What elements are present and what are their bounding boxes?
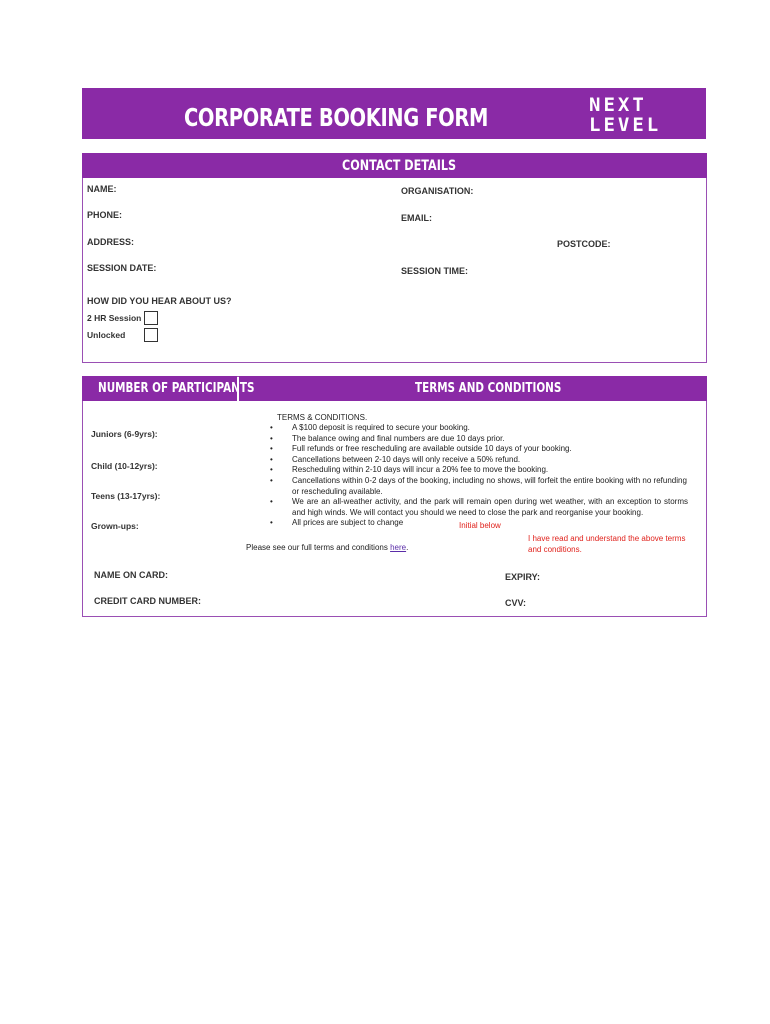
- how-heard-label: HOW DID YOU HEAR ABOUT US?: [87, 296, 232, 306]
- terms-item: [270, 454, 688, 466]
- logo-line-1: NEXT: [589, 94, 647, 116]
- organisation-label: ORGANISATION:: [401, 186, 474, 196]
- teens-label: Teens (13-17yrs):: [91, 491, 161, 501]
- bullet-icon: •: [270, 444, 273, 454]
- child-label: Child (10-12yrs):: [91, 461, 158, 471]
- terms-item-text: Cancellations within 0-2 days of the booking, including no shows, will forfeit the entire booking with no refunding or rescheduling available.: [292, 475, 687, 496]
- card-number-label: CREDIT CARD NUMBER:: [94, 596, 201, 606]
- terms-item: [270, 475, 688, 497]
- terms-item: [270, 497, 688, 518]
- expiry-label: EXPIRY:: [505, 572, 541, 582]
- bullet-icon: •: [270, 518, 273, 528]
- terms-item-text: Full refunds or free rescheduling are available outside 10 days of your booking.: [292, 444, 572, 454]
- bullet-icon: •: [270, 465, 273, 475]
- terms-heading: TERMS & CONDITIONS.: [277, 413, 368, 422]
- full-terms-note: [246, 543, 408, 554]
- option-unlocked-label: Unlocked: [87, 330, 126, 340]
- option-2hr-session-label: 2 HR Session: [87, 313, 142, 323]
- terms-item: [270, 423, 688, 434]
- terms-list: [270, 423, 688, 529]
- terms-item-text: Cancellations between 2-10 days will only receive a 50% refund.: [292, 454, 521, 464]
- postcode-label: POSTCODE:: [557, 239, 611, 249]
- initial-below-label: Initial below: [459, 521, 501, 530]
- terms-item: [270, 444, 688, 455]
- terms-item: [270, 433, 688, 445]
- page-title: CORPORATE BOOKING FORM: [184, 103, 489, 132]
- logo-line-2: LEVEL: [589, 114, 662, 136]
- terms-item-text: A $100 deposit is required to secure your booking.: [292, 423, 470, 432]
- option-unlocked-checkbox[interactable]: [144, 328, 158, 342]
- full-terms-prefix: Please see our full terms and conditions: [246, 543, 391, 552]
- terms-item-text: We are an all-weather activity, and the park will remain open during wet weather, with an exception to storms and high winds. We will contact you should we need to close the park and reorganise your booking.: [292, 497, 688, 517]
- participants-title: NUMBER OF PARTICIPANTS: [98, 381, 255, 396]
- name-label: NAME:: [87, 184, 117, 194]
- session-time-label: SESSION TIME:: [401, 266, 469, 276]
- address-label: ADDRESS:: [87, 237, 135, 247]
- phone-label: PHONE:: [87, 210, 123, 220]
- email-label: EMAIL:: [401, 213, 432, 223]
- contact-details-title: CONTACT DETAILS: [342, 158, 457, 174]
- bullet-icon: •: [270, 475, 273, 485]
- next-level-logo: [589, 95, 661, 135]
- terms-item-text: Rescheduling within 2-10 days will incur a 20% fee to move the booking.: [292, 465, 549, 475]
- option-2hr-session-checkbox[interactable]: [144, 311, 158, 325]
- session-date-label: SESSION DATE:: [87, 263, 157, 273]
- terms-item-text: The balance owing and final numbers are due 10 days prior.: [292, 433, 505, 443]
- full-terms-suffix: .: [406, 543, 409, 552]
- juniors-label: Juniors (6-9yrs):: [91, 429, 158, 439]
- grownups-label: Grown-ups:: [91, 521, 139, 531]
- acknowledge-text: I have read and understand the above terms and conditions.: [528, 534, 686, 554]
- cvv-label: CVV:: [505, 598, 527, 608]
- name-on-card-label: NAME ON CARD:: [94, 570, 168, 580]
- bullet-icon: •: [270, 454, 273, 464]
- full-terms-link[interactable]: here: [390, 543, 407, 552]
- bullet-icon: •: [270, 433, 273, 443]
- bullet-icon: •: [270, 497, 273, 507]
- terms-item: [270, 465, 688, 476]
- terms-item-text: All prices are subject to change: [292, 518, 404, 528]
- contact-details-box: [82, 153, 707, 363]
- bullet-icon: •: [270, 423, 273, 432]
- terms-title: TERMS AND CONDITIONS: [415, 381, 562, 396]
